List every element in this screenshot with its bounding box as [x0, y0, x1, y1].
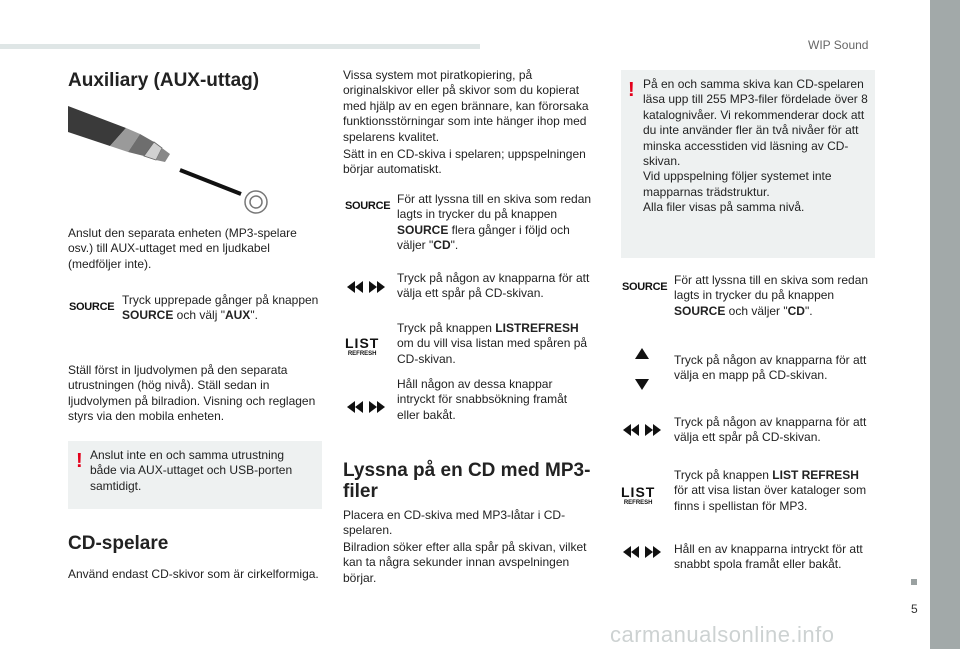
copy-protection-text: Vissa system mot piratkopiering, på originalskivor eller på skivor som du kopierat med hjälp av en egen brännare, kan förorsaka funktionsstörningar som inte hänger ihop med spelarens kvalitet.: [343, 68, 589, 144]
page-number: 5: [911, 602, 918, 616]
page-sidebar: [930, 0, 960, 649]
aux-heading: Auxiliary (AUX-uttag): [68, 70, 260, 91]
warning-icon: !: [628, 79, 635, 101]
mp3-list-step: Tryck på knappen LIST REFRESH för att visa listan över kataloger som finns i spellistan för MP3.: [674, 468, 867, 513]
mp3-folder-select-text: Tryck på någon av knapparna för att välja en mapp på CD-skivan.: [674, 353, 867, 383]
aux-volume-text: Ställ först in ljudvolymen på den separata utrustningen (hög nivå). Ställ sedan in ljudvolymen på bilradion. Visning och reglagen styrs via den mobila enheten.: [68, 363, 316, 424]
list-refresh-button-icon: LIST REFRESH: [345, 335, 380, 357]
mp3-insert-text: Placera en CD-skiva med MP3-låtar i CD-spelaren.: [343, 508, 566, 538]
cd-fast-seek-text: Håll någon av dessa knappar intryckt för snabbsökning framåt eller bakåt.: [397, 377, 568, 422]
mp3-warning-text: [643, 77, 869, 216]
list-refresh-button-icon: LIST REFRESH: [621, 484, 656, 506]
track-skip-buttons-icon: [621, 422, 663, 438]
mp3-track-select-text: Tryck på någon av knapparna för att välja ett spår på CD-skivan.: [674, 415, 867, 445]
fast-forward-buttons-icon: [621, 544, 663, 560]
cd-track-select-text: Tryck på någon av knapparna för att välja ett spår på CD-skivan.: [397, 271, 590, 301]
cd-heading: CD-spelare: [68, 533, 169, 554]
mp3-warning-line: Vid uppspelning följer systemet inte mapparnas trädstruktur.: [643, 169, 832, 199]
source-button-icon: SOURCE: [622, 281, 668, 293]
mp3-source-step: För att lyssna till en skiva som redan lagts in trycker du på knappen SOURCE och väljer "CD".: [674, 273, 869, 318]
aux-jack-illustration: [66, 98, 276, 218]
aux-intro: Anslut den separata enheten (MP3-spelare osv.) till AUX-uttaget med en ljudkabel (medföljer inte).: [68, 226, 297, 271]
warning-icon: !: [76, 450, 83, 472]
cd-source-step: För att lyssna till en skiva som redan lagts in trycker du på knappen SOURCE flera gånger i följd och väljer "CD".: [397, 192, 592, 253]
page-marker: [911, 579, 917, 585]
mp3-warning-line: På en och samma skiva kan CD-spelaren läsa upp till 255 MP3-filer fördelade över 8 katalognivåer. Vi rekommenderar dock att du inte använder fler än två nivåer för att minska accesstiden vid läsning av CD-skivan.: [643, 77, 868, 169]
cd-list-step: Tryck på knappen LISTREFRESH om du vill visa listan med spåren på CD-skivan.: [397, 321, 588, 366]
header-rule: [0, 44, 480, 49]
insert-cd-text: Sätt in en CD-skiva i spelaren; uppspelningen börjar automatiskt.: [343, 147, 586, 177]
source-button-icon: SOURCE: [345, 200, 391, 212]
header-title: WIP Sound: [808, 38, 869, 52]
mp3-warning-line: Alla filer visas på samma nivå.: [643, 200, 805, 215]
track-skip-buttons-icon: [345, 279, 387, 295]
cd-intro: Använd endast CD-skivor som är cirkelformiga.: [68, 567, 319, 581]
fast-seek-buttons-icon: [345, 399, 387, 415]
watermark: carmanualsonline.info: [610, 622, 835, 647]
folder-up-down-buttons-icon: [632, 346, 652, 392]
mp3-heading: Lyssna på en CD med MP3-filer: [343, 460, 591, 502]
mp3-search-text: Bilradion söker efter alla spår på skivan, vilket kan ta några sekunder innan avspelningen börjar.: [343, 540, 587, 585]
mp3-fast-forward-text: Håll en av knapparna intryckt för att snabbt spola framåt eller bakåt.: [674, 542, 863, 572]
aux-step: Tryck upprepade gånger på knappen SOURCE och välj "AUX".: [122, 293, 319, 323]
aux-warning-text: Anslut inte en och samma utrustning både via AUX-uttaget och USB-porten samtidigt.: [90, 448, 293, 493]
source-button-icon: SOURCE: [69, 301, 115, 313]
